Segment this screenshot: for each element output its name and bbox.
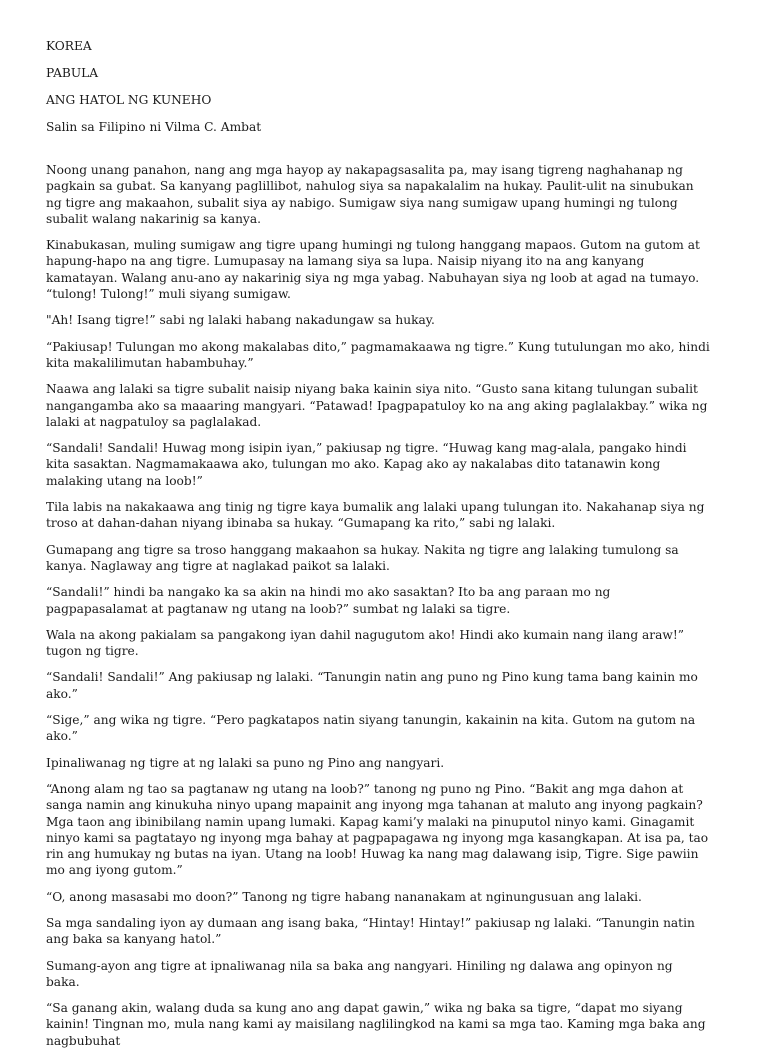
genre-label: PABULA xyxy=(46,66,99,80)
paragraph: "Ah! Isang tigre!” sabi ng lalaki habang nakadungaw sa hukay. xyxy=(46,313,435,328)
paragraph: Kinabukasan, muling sumigaw ang tigre upang humingi ng tulong hanggang mapaos. Gutom na gutom at hapung-hapo na ang tigre. Lumupasay na lamang siya sa lupa. Naisip niyang ito na ang kanyang kamatayan. Walang anu-ano ay nakarinig siya ng mga yabag. Nabuhayan siya ng loob at agad na tumayo. “tulong! Tulong!” muli siyang sumigaw. xyxy=(46,238,700,302)
story-title: ANG HATOL NG KUNEHO xyxy=(46,93,212,107)
document-page xyxy=(46,38,710,1059)
paragraph: “Anong alam ng tao sa pagtanaw ng utang na loob?” tanong ng puno ng Pino. “Bakit ang mga dahon at sanga namin ang kinukuha ninyo upang mapainit ang inyong mga tahanan at maluto ang inyong pagkain? Mga taon ang ibinibilang namin upang lumaki. Kapag kami’y malaki na pinuputol ninyo kami. Ginagamit ninyo kami sa pagtatayo ng inyong mga bahay at pagpapagawa ng inyong mga kasangkapan. At isa pa, tao rin ang humukay ng butas na iyan. Utang na loob! Huwag ka nang mag dalawang isip, Tigre. Sige pawiin mo ang iyong gutom.” xyxy=(46,781,709,878)
paragraph: Ipinaliwanag ng tigre at ng lalaki sa puno ng Pino ang nangyari. xyxy=(46,755,445,770)
paragraph: “O, anong masasabi mo doon?” Tanong ng tigre habang nananakam at nginungusuan ang lalaki. xyxy=(46,889,642,904)
paragraph: “Sandali! Sandali! Huwag mong isipin iyan,” pakiusap ng tigre. “Huwag kang mag-alala, pangako hindi kita sasaktan. Nagmamakaawa ako, tulungan mo ako. Kapag ako ay nakalabas dito tatanawin kong malaking utang na loob!” xyxy=(46,441,687,488)
paragraph: “Sandali!” hindi ba nangako ka sa akin na hindi mo ako sasaktan? Ito ba ang paraan mo ng pagpapasalamat at pagtanaw ng utang na loob?” sumbat ng lalaki sa tigre. xyxy=(46,585,611,616)
paragraph: Sumang-ayon ang tigre at ipnaliwanag nila sa baka ang nangyari. Hiniling ng dalawa ang opinyon ng baka. xyxy=(46,958,673,989)
paragraph: “Sandali! Sandali!” Ang pakiusap ng lalaki. “Tanungin natin ang puno ng Pino kung tama bang kainin mo ako.” xyxy=(46,670,698,701)
paragraph: Tila labis na nakakaawa ang tinig ng tigre kaya bumalik ang lalaki upang tulungan ito. Nakahanap siya ng troso at dahan-dahan niyang ibinaba sa hukay. “Gumapang ka rito,” sabi ng lalaki. xyxy=(46,500,705,531)
paragraph: “Sige,” ang wika ng tigre. “Pero pagkatapos natin siyang tanungin, kakainin na kita. Gutom na gutom na ako.” xyxy=(46,713,696,744)
country-label: KOREA xyxy=(46,39,92,53)
paragraph: “Pakiusap! Tulungan mo akong makalabas dito,” pagmamakaawa ng tigre.” Kung tutulungan mo ako, hindi kita makalilimutan habambuhay.” xyxy=(46,339,710,370)
paragraph: Noong unang panahon, nang ang mga hayop ay nakapagsasalita pa, may isang tigreng naghahanap ng pagkain sa gubat. Sa kanyang paglillibot, nahulog siya sa napakalalim na hukay. Paulit-ulit na sinubukan ng tigre ang makaahon, subalit siya ay nabigo. Sumigaw siya nang sumigaw upang humingi ng tulong subalit walang nakarinig sa kanya. xyxy=(46,163,694,226)
paragraph: Sa mga sandaling iyon ay dumaan ang isang baka, “Hintay! Hintay!” pakiusap ng lalaki. “Tanungin natin ang baka sa kanyang hatol.” xyxy=(46,915,695,947)
paragraph: “Sa ganang akin, walang duda sa kung ano ang dapat gawin,” wika ng baka sa tigre, “dapat mo siyang kainin! Tingnan mo, mula nang kami ay maisilang naglilingkod na kami sa mga tao. Kaming mga baka ang nagbubuhat xyxy=(46,1001,706,1048)
paragraph: Gumapang ang tigre sa troso hanggang makaahon sa hukay. Nakita ng tigre ang lalaking tumulong sa kanya. Naglaway ang tigre at naglakad paikot sa lalaki. xyxy=(46,542,679,573)
paragraph: Naawa ang lalaki sa tigre subalit naisip niyang baka kainin siya nito. “Gusto sana kitang tulungan subalit nangangamba ako sa maaaring mangyari. “Patawad! Ipagpapatuloy ko na ang aking paglalakbay.” wika ng lalaki at nagpatuloy sa paglalakad. xyxy=(46,382,708,429)
paragraph: Wala na akong pakialam sa pangakong iyan dahil nagugutom ako! Hindi ako kumain nang ilang araw!” tugon ng tigre. xyxy=(46,627,684,659)
translator-credit: Salin sa Filipino ni Vilma C. Ambat xyxy=(46,120,262,134)
